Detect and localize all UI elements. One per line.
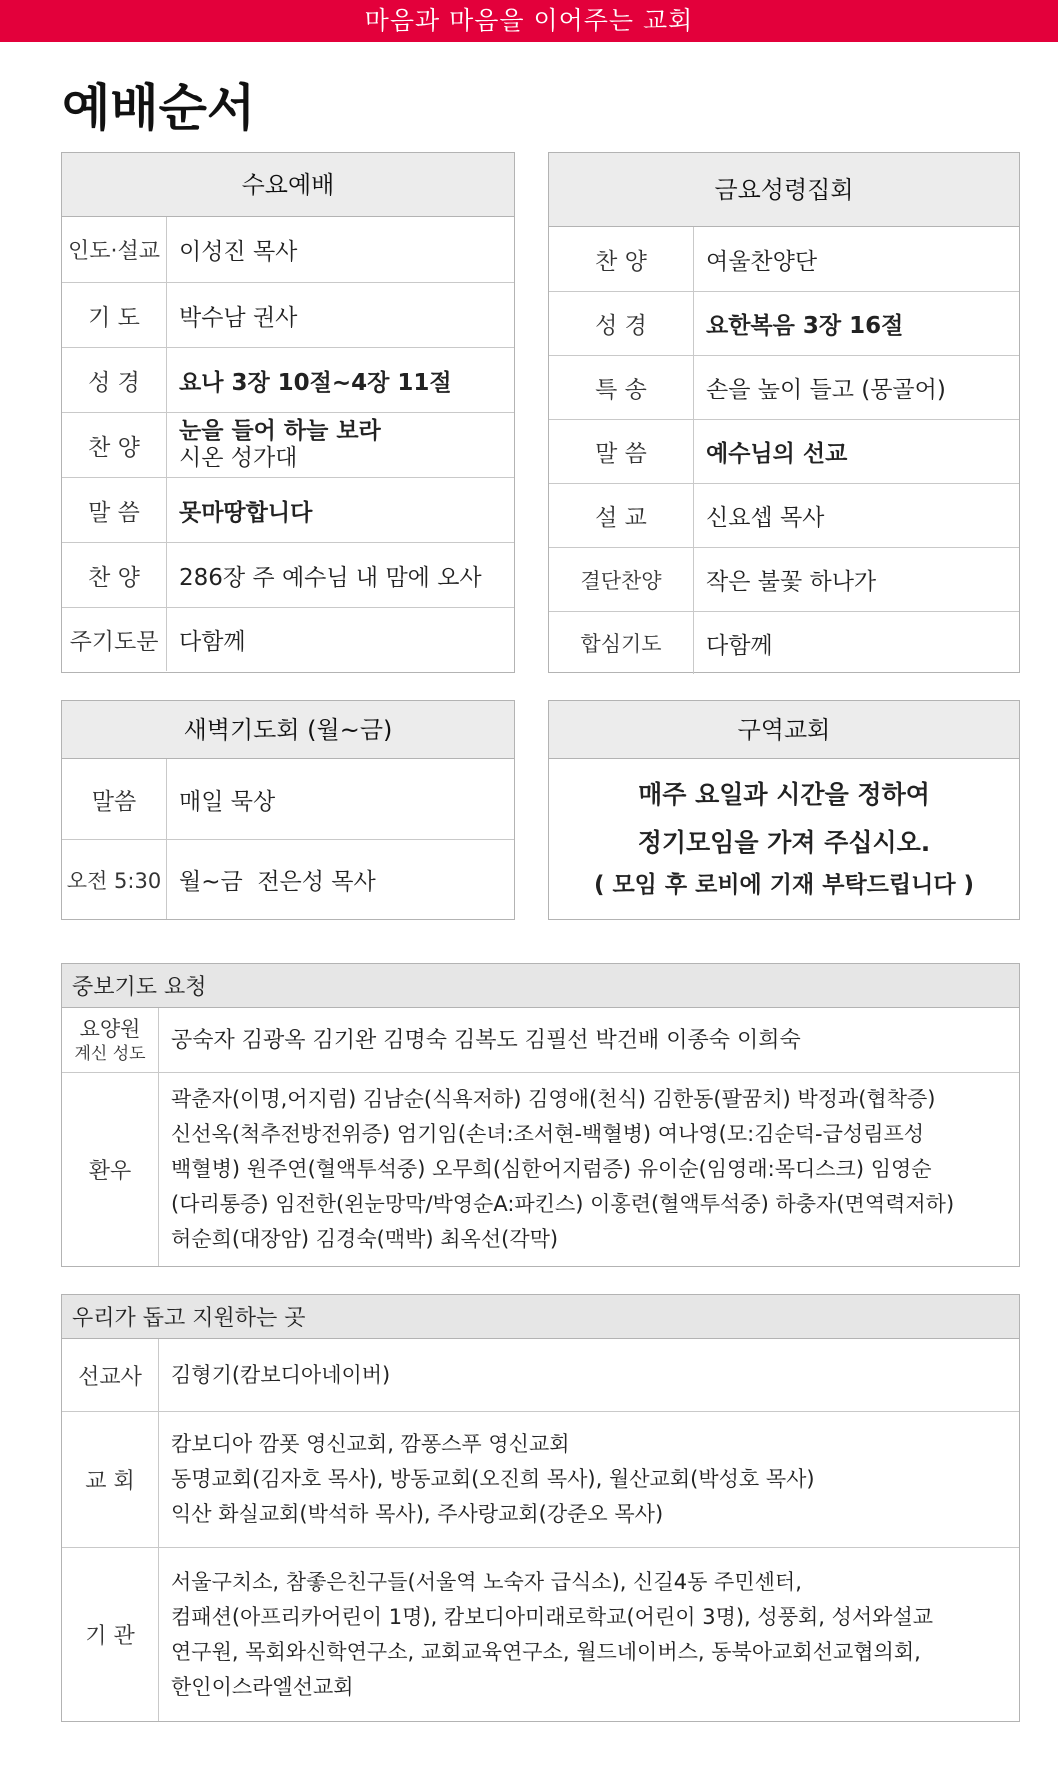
- support-value: [159, 1548, 1019, 1721]
- district-church-title: 구역교회: [549, 701, 1019, 759]
- dawn-prayer-box: [61, 700, 515, 920]
- order-value: 이성진 목사: [179, 239, 298, 265]
- order-row: [62, 607, 514, 671]
- friday-service-title: 금요성령집회: [549, 153, 1019, 227]
- support-line: 캄보디아 깜폿 영신교회, 깜퐁스푸 영신교회: [171, 1432, 570, 1456]
- support-title: 우리가 돕고 지원하는 곳: [62, 1295, 1019, 1339]
- patients-line: 백혈병) 원주연(혈액투석중) 오무희(심한어지럼증) 유이순(임영래:목디스크) 임영순: [171, 1157, 932, 1181]
- support-box: [61, 1294, 1020, 1722]
- wednesday-service-title: 수요예배: [62, 153, 514, 217]
- order-row: [62, 542, 514, 607]
- support-line: 한인이스라엘선교회: [171, 1674, 354, 1699]
- prayer-row: [62, 1072, 1019, 1266]
- order-row: [549, 547, 1019, 611]
- nursing-home-sublabel: 계신 성도: [74, 1044, 146, 1064]
- order-label: 찬 양: [62, 413, 167, 477]
- order-label: 기 도: [62, 283, 167, 347]
- patients-line: 곽춘자(이명,어지럼) 김남순(식욕저하) 김영애(천식) 김한동(팔꿈치) 박정과(협착증): [171, 1087, 936, 1111]
- order-row: [62, 217, 514, 282]
- nursing-home-label: 요양원: [79, 1017, 141, 1041]
- prayer-label: 환우: [62, 1073, 159, 1266]
- support-row: [62, 1411, 1019, 1547]
- order-value: 작은 불꽃 하나가: [706, 569, 877, 595]
- support-line: 컴패션(아프리카어린이 1명), 캄보디아미래로학교(어린이 3명), 성풍회, 성서와설교: [171, 1604, 934, 1629]
- support-line: 익산 화실교회(박석하 목사), 주사랑교회(강준오 목사): [171, 1502, 664, 1526]
- support-label: 교 회: [62, 1412, 159, 1547]
- support-row: [62, 1339, 1019, 1411]
- support-line: 서울구치소, 참좋은친구들(서울역 노숙자 급식소), 신길4동 주민센터,: [171, 1569, 802, 1594]
- order-label: 결단찬양: [549, 548, 694, 611]
- order-label: 합심기도: [549, 612, 694, 674]
- order-value: 박수남 권사: [179, 304, 298, 331]
- district-line-1: 매주 요일과 시간을 정하여: [638, 780, 930, 809]
- top-banner: [0, 0, 1058, 42]
- order-value: 월~금 전은성 목사: [179, 869, 376, 895]
- order-row: [62, 347, 514, 412]
- order-label: 인도·설교: [62, 217, 167, 282]
- patients-line: 신선옥(척추전방전위증) 엄기임(손녀:조서현-백혈병) 여나영(모:김순덕-급성림프성: [171, 1122, 925, 1146]
- order-value: 여울찬양단: [706, 248, 818, 275]
- order-label: 오전 5:30: [62, 840, 167, 919]
- order-row: [549, 611, 1019, 674]
- order-label: 주기도문: [62, 608, 167, 671]
- patients-list: [159, 1073, 1019, 1266]
- order-value: 286장 주 예수님 내 맘에 오사: [179, 564, 482, 591]
- order-row: [549, 355, 1019, 419]
- prayer-label: [62, 1008, 159, 1072]
- order-row: [549, 419, 1019, 483]
- dawn-prayer-title: 새벽기도회 (월~금): [62, 701, 514, 759]
- order-label: 설 교: [549, 484, 694, 547]
- order-row: [62, 477, 514, 542]
- support-line: 김형기(캄보디아네이버): [171, 1362, 391, 1387]
- friday-service-box: [548, 152, 1020, 673]
- prayer-request-title: 중보기도 요청: [62, 964, 1019, 1008]
- order-value: 손을 높이 들고 (몽골어): [706, 377, 946, 403]
- prayer-row: [62, 1008, 1019, 1072]
- order-label: 특 송: [549, 356, 694, 419]
- support-value: [159, 1412, 1019, 1547]
- page-title: 예배순서: [62, 78, 256, 137]
- order-label: 찬 양: [549, 227, 694, 291]
- order-row: [62, 759, 514, 839]
- district-church-box: [548, 700, 1020, 920]
- district-line-3: ( 모임 후 로비에 기재 부탁드립니다 ): [593, 872, 975, 898]
- order-row: [62, 282, 514, 347]
- order-label: 성 경: [62, 348, 167, 412]
- order-label: 찬 양: [62, 543, 167, 607]
- order-row: [62, 839, 514, 919]
- support-line: 동명교회(김자호 목사), 방동교회(오진희 목사), 월산교회(박성호 목사): [171, 1467, 815, 1491]
- choir-name: 시온 성가대: [179, 445, 298, 471]
- prayer-names: 공숙자 김광옥 김기완 김명숙 김복도 김필선 박건배 이종숙 이희숙: [171, 1027, 801, 1053]
- order-row: [549, 291, 1019, 355]
- order-value: 요한복음 3장 16절: [706, 313, 904, 339]
- banner-text: 마음과 마음을 이어주는 교회: [364, 6, 694, 35]
- order-value: 요나 3장 10절~4장 11절: [179, 369, 452, 396]
- support-row: [62, 1547, 1019, 1721]
- district-line-2: 정기모임을 가져 주십시오.: [637, 828, 931, 857]
- hymn-title: 눈을 들어 하늘 보라: [179, 418, 381, 444]
- wednesday-service-box: [61, 152, 515, 673]
- order-value: 신요셉 목사: [706, 505, 825, 531]
- order-row: [62, 412, 514, 477]
- support-label: 기 관: [62, 1548, 159, 1721]
- support-line: 연구원, 목회와신학연구소, 교회교육연구소, 월드네이버스, 동북아교회선교협의회,: [171, 1639, 921, 1664]
- order-row: [549, 483, 1019, 547]
- order-label: 말씀: [62, 759, 167, 839]
- order-value: 예수님의 선교: [706, 441, 848, 467]
- order-label: 성 경: [549, 292, 694, 355]
- prayer-request-box: [61, 963, 1020, 1267]
- order-label: 말 씀: [62, 478, 167, 542]
- order-value: 다함께: [179, 629, 246, 655]
- order-value-group: [167, 413, 514, 477]
- support-label: 선교사: [62, 1339, 159, 1411]
- support-value: [159, 1339, 1019, 1411]
- patients-line: 허순희(대장암) 김경숙(맥박) 최옥선(각막): [171, 1227, 559, 1251]
- order-row: [549, 227, 1019, 291]
- order-label: 말 씀: [549, 420, 694, 483]
- order-value: 다함께: [706, 632, 773, 659]
- patients-line: (다리통증) 임전한(왼눈망막/박영순A:파킨스) 이홍련(혈액투석중) 하충자(면역력저하): [171, 1192, 955, 1216]
- order-value: 매일 묵상: [179, 788, 276, 815]
- order-value: 못마땅합니다: [179, 499, 313, 526]
